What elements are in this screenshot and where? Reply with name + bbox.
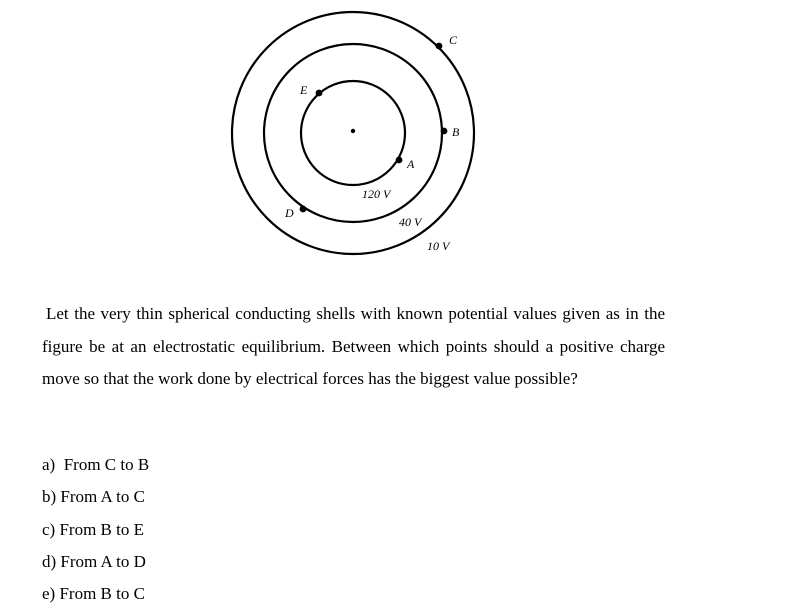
point-d-label: D <box>285 206 294 220</box>
point-c-label: C <box>449 33 458 47</box>
point-e-dot <box>316 90 323 97</box>
middle-potential-label: 40 V <box>399 215 422 229</box>
point-a-label: A <box>407 157 415 171</box>
point-a-dot <box>396 157 403 164</box>
answer-options <box>42 449 149 610</box>
point-e-label: E <box>300 83 308 97</box>
option-d[interactable]: d) From A to D <box>42 551 146 571</box>
point-b-dot <box>441 128 448 135</box>
option-b[interactable]: b) From A to C <box>42 487 145 507</box>
option-e[interactable]: e) From B to C <box>42 584 145 604</box>
inner-potential-label: 120 V <box>362 187 391 201</box>
point-c-dot <box>436 43 443 50</box>
center-dot <box>351 129 355 133</box>
point-d-dot <box>300 206 307 213</box>
concentric-shells-figure <box>0 0 791 270</box>
outer-potential-label: 10 V <box>427 239 450 253</box>
option-a[interactable]: a) From C to B <box>42 455 150 474</box>
option-c[interactable]: c) From B to E <box>42 519 144 539</box>
point-b-label: B <box>452 125 460 139</box>
question-text: Let the very thin spherical conducting shells with known potential values given as in the figure be at an electrostatic equilibrium. Between which points should a positive charge move so that the work done by electrical forces has the biggest value possible? <box>42 304 665 388</box>
